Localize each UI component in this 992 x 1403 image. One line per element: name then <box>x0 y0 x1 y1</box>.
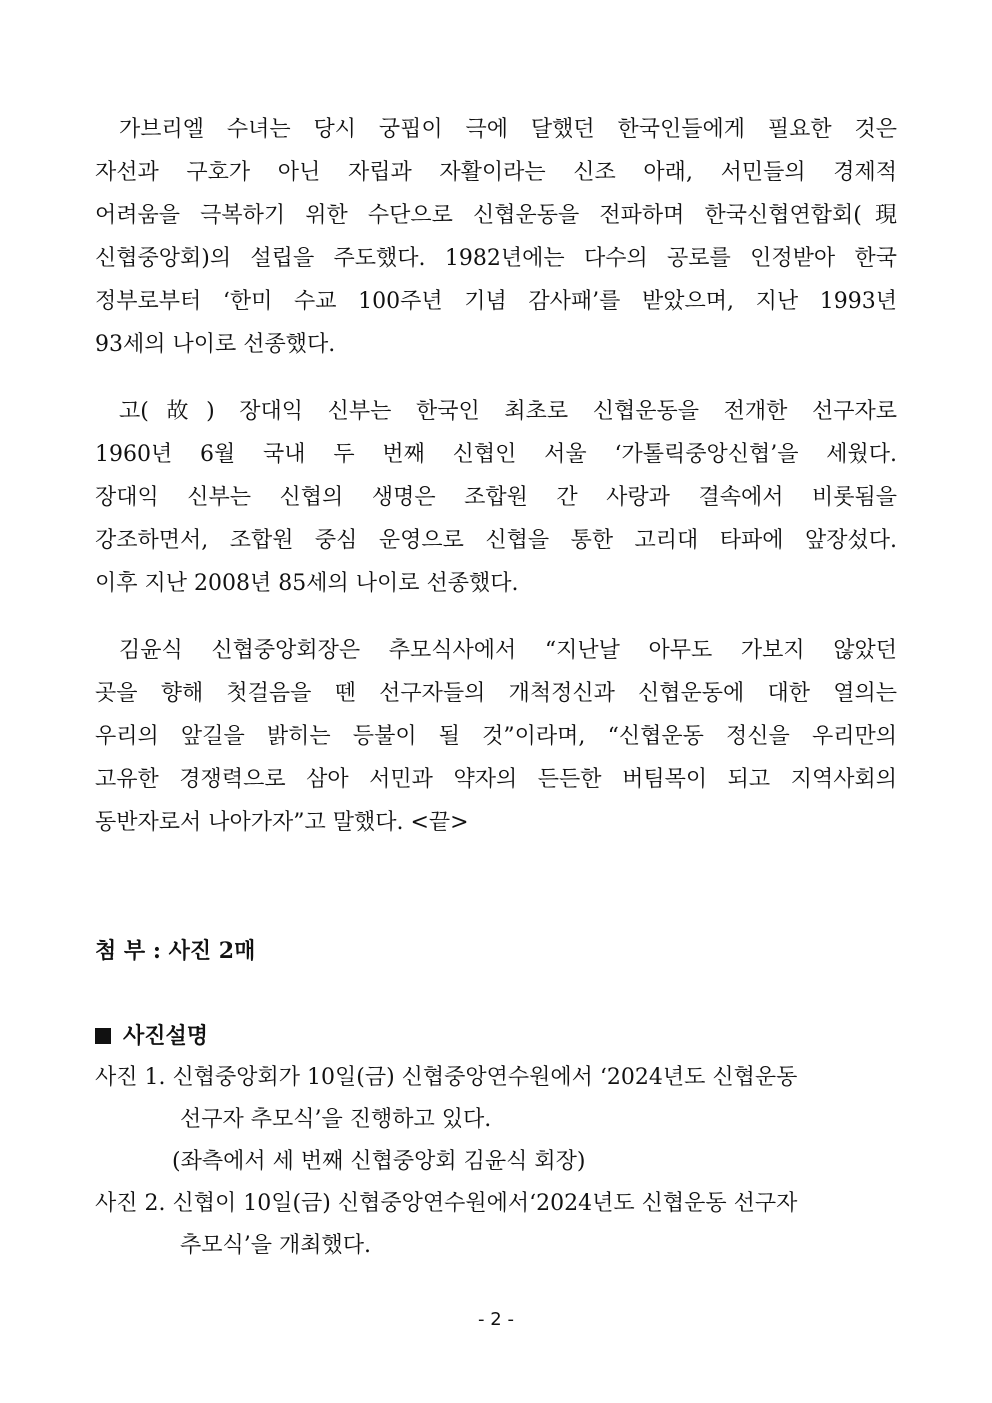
paragraph-line: 김윤식 신협중앙회장은 추모식사에서 “지난날 아무도 가보지 않았던 <box>119 638 897 663</box>
paragraph-line: 우리의 앞길을 밝히는 등불이 될 것”이라며, “신협운동 정신을 우리만의 <box>95 724 897 749</box>
paragraph-line: 자선과 구호가 아닌 자립과 자활이라는 신조 아래, 서민들의 경제적 <box>95 160 897 185</box>
paragraph-line: 가브리엘 수녀는 당시 궁핍이 극에 달했던 한국인들에게 필요한 것은 <box>119 117 897 142</box>
paragraph-gabriel <box>95 108 897 366</box>
caption-heading-text: 사진설명 <box>123 1023 209 1049</box>
photo1-caption-note: (좌측에서 세 번째 신협중앙회 김윤식 회장) <box>172 1149 586 1174</box>
paragraph-line: 어려움을 극복하기 위한 수단으로 신협운동을 전파하며 한국신협연합회(現 <box>95 203 897 228</box>
attachment-note: 첨 부 : 사진 2매 <box>95 938 256 964</box>
paragraph-kim <box>95 629 897 844</box>
paragraph-line: 1960년 6월 국내 두 번째 신협인 서울 ‘가톨릭중앙신협’을 세웠다. <box>95 442 897 467</box>
black-square-icon <box>95 1028 111 1044</box>
photo2-caption-line: 추모식’을 개최했다. <box>180 1233 371 1258</box>
paragraph-line: 신협중앙회)의 설립을 주도했다. 1982년에는 다수의 공로를 인정받아 한국 <box>95 246 897 271</box>
photo2-caption-line: 사진 2. 신협이 10일(금) 신협중앙연수원에서‘2024년도 신협운동 선구자 <box>95 1191 798 1216</box>
paragraph-line: 고유한 경쟁력으로 삼아 서민과 약자의 든든한 버팀목이 되고 지역사회의 <box>95 767 897 792</box>
paragraph-line: 93세의 나이로 선종했다. <box>95 332 336 357</box>
paragraph-line: 이후 지난 2008년 85세의 나이로 선종했다. <box>95 571 519 596</box>
caption-heading <box>95 1015 208 1058</box>
photo1-caption-line: 선구자 추모식’을 진행하고 있다. <box>180 1107 492 1132</box>
paragraph-line: 곳을 향해 첫걸음을 뗀 선구자들의 개척정신과 신협운동에 대한 열의는 <box>95 681 897 706</box>
paragraph-jang <box>95 390 897 605</box>
paragraph-line: 고(故) 장대익 신부는 한국인 최초로 신협운동을 전개한 선구자로 <box>119 399 897 424</box>
page-number: - 2 - <box>478 1309 514 1330</box>
paragraph-line: 장대익 신부는 신협의 생명은 조합원 간 사랑과 결속에서 비롯됨을 <box>95 485 897 510</box>
paragraph-line: 정부로부터 ‘한미 수교 100주년 기념 감사패’를 받았으며, 지난 1993년 <box>95 289 897 314</box>
photo1-caption-line: 사진 1. 신협중앙회가 10일(금) 신협중앙연수원에서 ‘2024년도 신협운동 <box>95 1065 798 1090</box>
paragraph-line: 동반자로서 나아가자”고 말했다. <끝> <box>95 810 469 835</box>
paragraph-line: 강조하면서, 조합원 중심 운영으로 신협을 통한 고리대 타파에 앞장섰다. <box>95 528 897 553</box>
